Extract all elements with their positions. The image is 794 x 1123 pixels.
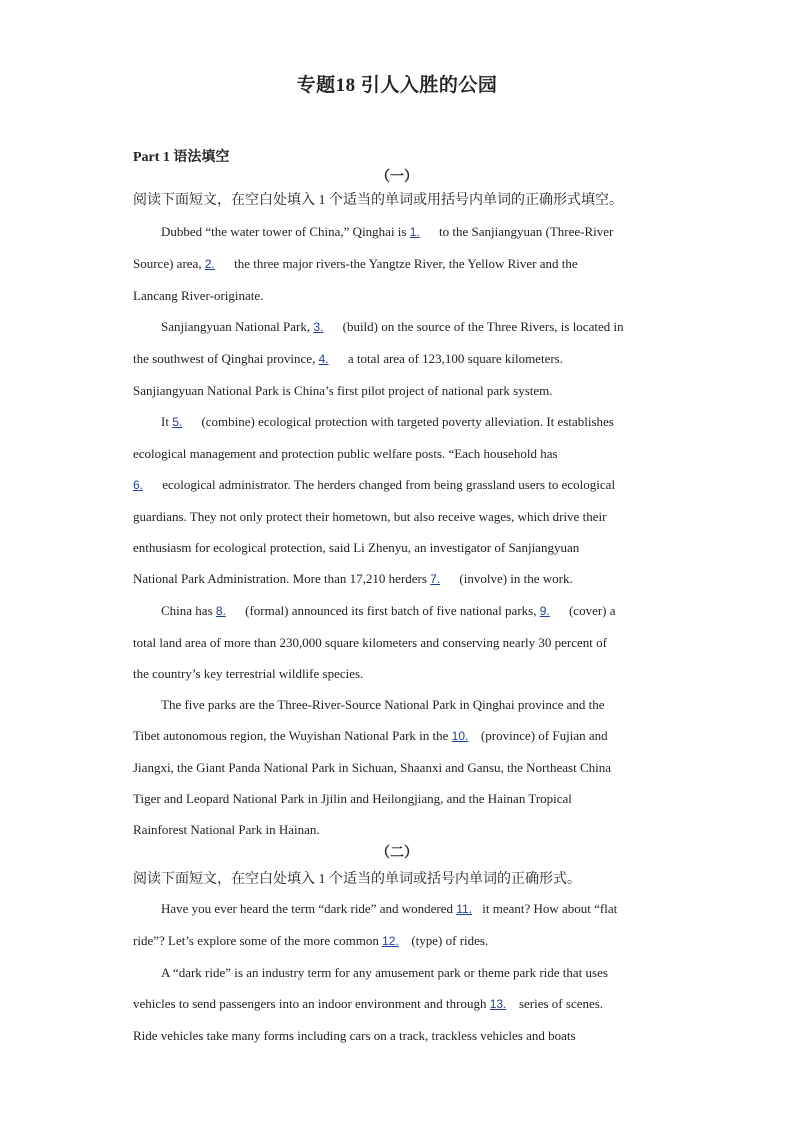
passage-text: Tibet autonomous region, the Wuyishan National Park in the <box>133 728 452 743</box>
blank-number: 11. <box>456 902 473 916</box>
passage-line <box>133 563 663 595</box>
passage-line <box>133 406 663 438</box>
passage-line <box>133 438 663 469</box>
blank-number: 12. <box>382 934 399 948</box>
passage-text: China has <box>161 603 216 618</box>
passage-line <box>133 501 663 532</box>
passage-line <box>133 720 663 752</box>
passage-line <box>133 216 663 248</box>
blank-number: 9. <box>539 604 550 618</box>
blank-number: 7. <box>430 572 441 586</box>
passage-line <box>133 689 663 720</box>
blank-number: 2. <box>204 257 215 271</box>
passage-text: Source) area, <box>133 256 205 271</box>
passage-text: Sanjiangyuan National Park, <box>161 319 314 334</box>
passage-text: the southwest of Qinghai province, <box>133 351 319 366</box>
passage-text: Jiangxi, the Giant Panda National Park in Sichuan, Shaanxi and Gansu, the Northeast China <box>133 760 612 775</box>
passage-text: the three major rivers-the Yangtze River, the Yellow River and the <box>230 256 578 271</box>
blank-number: 3. <box>313 320 324 334</box>
passage-text: Tiger and Leopard National Park in Jjilin and Heilongjiang, and the Hainan Tropical <box>133 791 572 806</box>
passage-text: (combine) ecological protection with targeted poverty alleviation. It establishes <box>198 414 614 429</box>
passage-line <box>133 627 663 658</box>
passage-text: Dubbed “the water tower of China,” Qinghai is <box>161 224 410 239</box>
part-heading: Part 1 语法填空 <box>133 150 230 165</box>
section-1-label: （一） <box>376 170 418 185</box>
passage-line <box>133 469 663 501</box>
passage-line <box>133 280 663 311</box>
passage-text: (type) of rides. <box>408 933 489 948</box>
passage-text: a total area of 123,100 square kilometers. <box>344 351 563 366</box>
passage-line <box>133 814 663 845</box>
passage-text: (build) on the source of the Three Rivers, is located in <box>339 319 624 334</box>
passage-line <box>133 1020 663 1051</box>
passage-text: Sanjiangyuan National Park is China’s first pilot project of national park system. <box>133 383 553 398</box>
passage-text: Lancang River-originate. <box>133 288 264 303</box>
passage-text: (cover) a <box>565 603 616 618</box>
passage-line <box>133 783 663 814</box>
passage-text: total land area of more than 230,000 square kilometers and conserving nearly 30 percent of <box>133 635 607 650</box>
passage-text: vehicles to send passengers into an indoor environment and through <box>133 996 490 1011</box>
blank-number: 10. <box>451 729 469 743</box>
passage-line <box>133 893 663 925</box>
passage-line <box>133 658 663 689</box>
passage-text: enthusiasm for ecological protection, said Li Zhenyu, an investigator of Sanjiangyuan <box>133 540 580 555</box>
passage-text: to the Sanjiangyuan (Three-River <box>435 224 614 239</box>
passage-text: Ride vehicles take many forms including cars on a track, trackless vehicles and boats <box>133 1028 576 1043</box>
passage-text: A “dark ride” is an industry term for any amusement park or theme park ride that uses <box>161 965 608 980</box>
passage-text: ecological administrator. The herders changed from being grassland users to ecological <box>159 477 616 492</box>
section-1-passage <box>133 216 663 845</box>
blank-number: 6. <box>133 478 144 492</box>
blank-number: 4. <box>318 352 329 366</box>
section-2-instruction: 阅读下面短文，在空白处填入 1 个适当的单词或括号内单词的正确形式。 <box>133 872 581 887</box>
passage-text: (involve) in the work. <box>456 571 573 586</box>
section-1-instruction: 阅读下面短文，在空白处填入 1 个适当的单词或用括号内单词的正确形式填空。 <box>133 193 623 208</box>
passage-text: It <box>161 414 173 429</box>
passage-line <box>133 957 663 988</box>
blank-number: 1. <box>409 225 420 239</box>
passage-line <box>133 988 663 1020</box>
passage-line <box>133 532 663 563</box>
passage-text: the country’s key terrestrial wildlife species. <box>133 666 364 681</box>
passage-text: guardians. They not only protect their hometown, but also receive wages, which drive their <box>133 509 607 524</box>
passage-text: (formal) announced its first batch of five national parks, <box>241 603 540 618</box>
passage-text: Have you ever heard the term “dark ride” and wondered <box>161 901 457 916</box>
passage-text: it meant? How about “flat <box>482 901 618 916</box>
passage-text: (province) of Fujian and <box>477 728 608 743</box>
blank-number: 13. <box>489 997 507 1011</box>
passage-line <box>133 595 663 627</box>
blank-number: 5. <box>172 415 183 429</box>
blank-number: 8. <box>215 604 226 618</box>
passage-line <box>133 311 663 343</box>
page-title: 专题18 引人入胜的公园 <box>296 75 498 96</box>
passage-line <box>133 375 663 406</box>
section-2-passage <box>133 893 663 1051</box>
passage-line <box>133 343 663 375</box>
passage-line <box>133 752 663 783</box>
passage-text: series of scenes. <box>515 996 604 1011</box>
passage-text: ecological management and protection public welfare posts. “Each household has <box>133 446 558 461</box>
passage-text: The five parks are the Three-River-Source National Park in Qinghai province and the <box>161 697 605 712</box>
passage-line <box>133 248 663 280</box>
passage-text: ride”? Let’s explore some of the more common <box>133 933 383 948</box>
passage-text: National Park Administration. More than 17,210 herders <box>133 571 431 586</box>
section-2-label: （二） <box>376 846 418 861</box>
passage-line <box>133 925 663 957</box>
passage-text: Rainforest National Park in Hainan. <box>133 822 320 837</box>
